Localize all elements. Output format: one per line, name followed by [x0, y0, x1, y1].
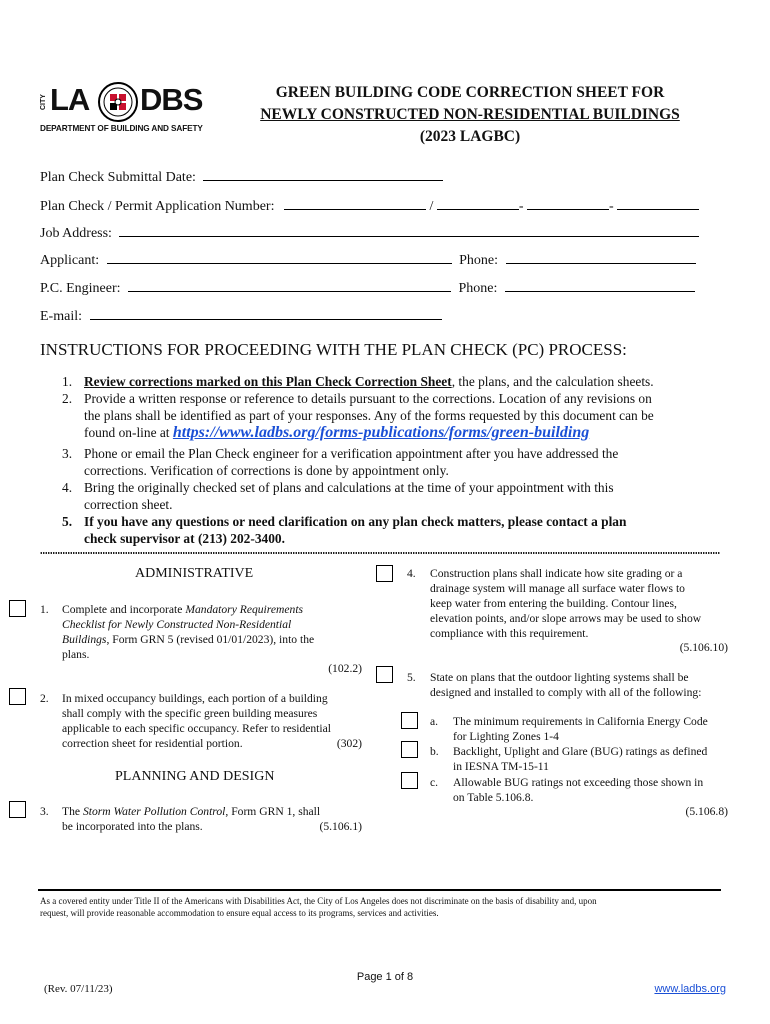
item-2-checkbox[interactable]	[9, 688, 26, 705]
ada-notice: As a covered entity under Title II of the Americans with Disabilities Act, the City of Los Angeles does not discriminate on the basis of disability and, upon request, will provide reasonable accommodation to ensure equal access to its programs, services and activities.	[40, 896, 597, 918]
applicant-field[interactable]	[107, 251, 452, 264]
logo-city-text: CITY	[40, 94, 47, 110]
pc-engineer-row	[40, 279, 695, 297]
job-address-field[interactable]	[119, 224, 699, 237]
title-line-3: (2023 LAGBC)	[419, 128, 521, 145]
item-2-number: 2.	[40, 692, 49, 705]
green-building-forms-link[interactable]: https://www.ladbs.org/forms-publications/forms/green-building	[172, 424, 590, 441]
asterisk-divider	[40, 551, 720, 555]
ladbs-website-link[interactable]: www.ladbs.org	[654, 983, 726, 995]
submittal-date-field[interactable]	[203, 168, 443, 181]
item-5c-text: Allowable BUG ratings not exceeding those shown in on Table 5.106.8.	[453, 776, 704, 804]
logo-la-text: LA	[50, 82, 90, 117]
instruction-item-5: 5. If you have any questions or need clarification on any plan check matters, please contact a plan check supervisor at (213) 202-3400.	[62, 514, 627, 546]
email-label: E-mail:	[40, 309, 82, 324]
item-4-text: Construction plans shall indicate how site grading or a drainage system will manage all surface water flows to keep water from entering the building. Contour lines, elevation points, and/or slope arrows may be used to show compliance with this requirement.	[430, 567, 702, 640]
item-3-checkbox[interactable]	[9, 801, 26, 818]
item-1-number: 1.	[40, 603, 49, 616]
item-3-number: 3.	[40, 805, 49, 818]
pc-engineer-phone-label: Phone:	[458, 281, 498, 296]
page-number: Page 1 of 8	[356, 971, 414, 983]
pc-engineer-label: P.C. Engineer:	[40, 281, 121, 296]
logo-dbs-text: DBS	[140, 82, 203, 117]
item-1-reference: (102.2)	[328, 662, 362, 675]
permit-number-label: Plan Check / Permit Application Number:	[40, 199, 275, 214]
revision-date: (Rev. 07/11/23)	[44, 983, 113, 995]
applicant-row	[40, 251, 696, 269]
applicant-phone-label: Phone:	[459, 253, 498, 268]
city-seal-icon	[98, 82, 138, 122]
planning-design-heading: PLANNING AND DESIGN	[115, 769, 275, 784]
item-5b-text: Backlight, Uplight and Glare (BUG) ratings as defined in IESNA TM-15-11	[453, 745, 708, 773]
title-line-2: NEWLY CONSTRUCTED NON-RESIDENTIAL BUILDINGS	[260, 106, 680, 123]
item-3-text: The Storm Water Pollution Control, Form GRN 1, shall be incorporated into the plans.	[62, 805, 321, 833]
permit-number-field-3[interactable]	[527, 197, 609, 210]
ladbs-logo	[40, 80, 204, 138]
instruction-item-3: 3. Phone or email the Plan Check engineer for a verification appointment after you have addressed the corrections. Verification of corrections is done by appointment only.	[62, 446, 619, 478]
item-4-checkbox[interactable]	[376, 565, 393, 582]
item-5c-letter: c.	[430, 776, 439, 789]
item-3-reference: (5.106.1)	[319, 820, 362, 833]
instruction-item-1: 1. Review corrections marked on this Plan Check Correction Sheet, the plans, and the calculation sheets.	[62, 374, 654, 389]
instructions-list	[60, 373, 730, 547]
logo-department-text: DEPARTMENT OF BUILDING AND SAFETY	[40, 124, 203, 133]
pc-engineer-phone-field[interactable]	[505, 279, 695, 292]
item-5-text: State on plans that the outdoor lighting systems shall be designed and installed to comply with all of the following:	[430, 671, 702, 699]
administrative-heading: ADMINISTRATIVE	[135, 566, 254, 581]
item-4-number: 4.	[407, 567, 416, 580]
footer-divider	[38, 889, 721, 891]
applicant-label: Applicant:	[40, 253, 100, 268]
item-5c-checkbox[interactable]	[401, 772, 418, 789]
item-2-reference: (302)	[336, 737, 362, 750]
item-2-text: In mixed occupancy buildings, each portion of a building shall comply with the specific green building measures applicable to each specific occupancy. Refer to residential correction sheet for residential portion.	[62, 692, 331, 750]
pc-engineer-field[interactable]	[128, 279, 451, 292]
submittal-date-label: Plan Check Submittal Date:	[40, 170, 196, 185]
email-row	[40, 307, 442, 325]
submittal-date-row	[40, 168, 443, 186]
permit-number-field-4[interactable]	[617, 197, 699, 210]
instruction-item-2: 2. Provide a written response or reference to details pursuant to the corrections. Location of any revisions on the plans shall be identified as part of your responses. Any of the forms requested by this document can be found on-line at https://www.ladbs.org/forms-publications/forms/green-building	[62, 391, 654, 441]
item-5a-text: The minimum requirements in California Energy Code for Lighting Zones 1-4	[453, 715, 708, 743]
title-line-1: GREEN BUILDING CODE CORRECTION SHEET FOR	[275, 84, 665, 101]
item-5a-letter: a.	[430, 715, 439, 728]
email-field[interactable]	[90, 307, 442, 320]
permit-number-field-2[interactable]	[437, 197, 519, 210]
item-5b-letter: b.	[430, 745, 439, 758]
item-1-text: Complete and incorporate Mandatory Requirements Checklist for Newly Constructed Non-Residential Buildings, Form GRN 5 (revised 01/01/2023), into the plans.	[62, 603, 315, 661]
instruction-1-bold: Review corrections marked on this Plan Check Correction Sheet	[84, 374, 452, 389]
item-1-checkbox[interactable]	[9, 600, 26, 617]
applicant-phone-field[interactable]	[506, 251, 696, 264]
item-5b-checkbox[interactable]	[401, 741, 418, 758]
item-5-reference: (5.106.8)	[685, 805, 728, 818]
item-5-checkbox[interactable]	[376, 666, 393, 683]
job-address-row	[40, 224, 699, 242]
instruction-item-4: 4. Bring the originally checked set of plans and calculations at the time of your appointment with this correction sheet.	[62, 480, 614, 512]
item-5-number: 5.	[407, 671, 416, 684]
job-address-label: Job Address:	[40, 226, 112, 241]
permit-number-field-1[interactable]	[284, 197, 426, 210]
permit-number-row: Plan Check / Permit Application Number: / - -	[40, 197, 699, 215]
item-5a-checkbox[interactable]	[401, 712, 418, 729]
item-4-reference: (5.106.10)	[679, 641, 728, 654]
instructions-heading: INSTRUCTIONS FOR PROCEEDING WITH THE PLAN CHECK (PC) PROCESS:	[40, 340, 627, 359]
